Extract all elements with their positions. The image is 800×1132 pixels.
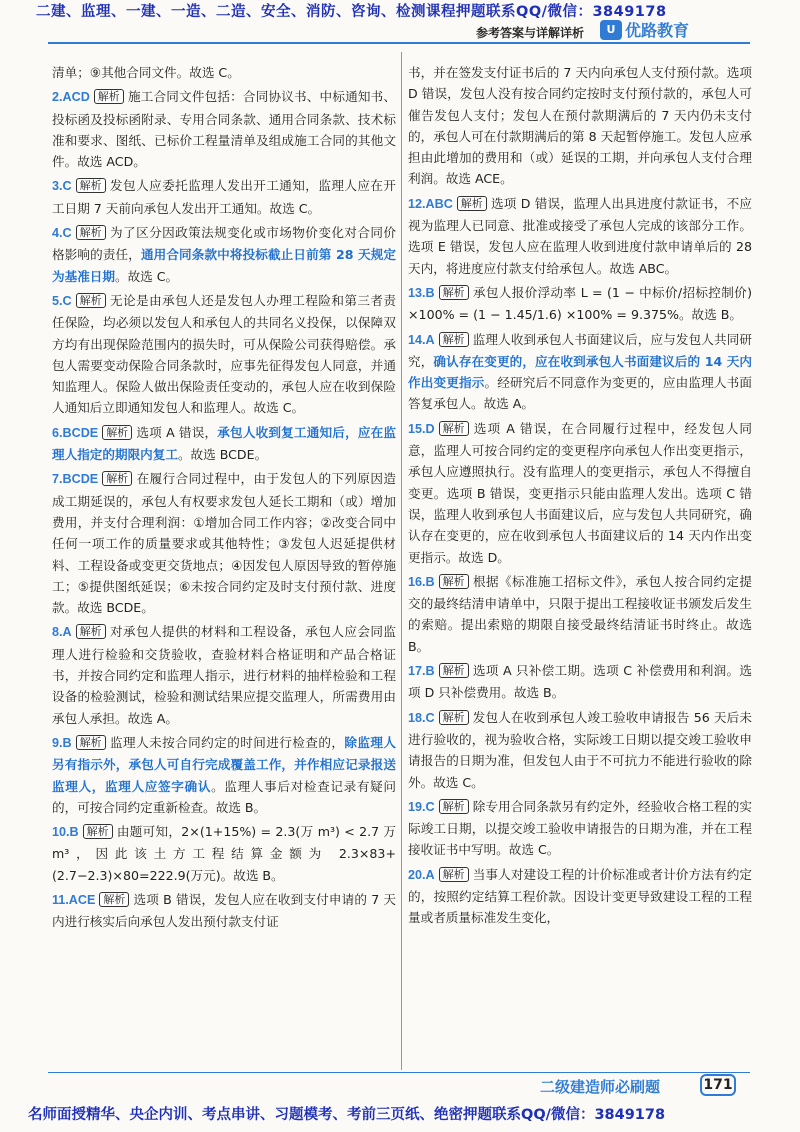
answer-number: 4.C	[52, 226, 72, 241]
analysis-tag: 解析	[99, 892, 129, 907]
answer-text: 监理人未按合同约定的时间进行检查的，	[109, 734, 345, 750]
answer-number: 20.A	[408, 867, 435, 882]
answer-text: 监理人收到承包人书面建议后，应与发包人共同研究，	[408, 331, 752, 369]
analysis-tag: 解析	[439, 867, 469, 882]
answer-number: 17.B	[408, 664, 435, 679]
analysis-tag: 解析	[439, 574, 469, 589]
top-contact-banner: 二建、监理、一建、一造、二造、安全、消防、咨询、检测课程押题联系QQ/微信：3849178	[36, 4, 667, 20]
analysis-tag: 解析	[94, 89, 124, 104]
analysis-tag: 解析	[76, 624, 106, 639]
answer-item	[408, 707, 752, 793]
answer-text: 当事人对建设工程的计价标准或者计价方法有约定的，按照约定结算工程价款。因设计变更导致建设工程的工程量或者质量标准发生变化，	[408, 866, 752, 926]
book-title: 二级建造师必刷题	[540, 1078, 661, 1096]
highlighted-text: 通用合同条款中将投标截止日前第 28 天规定为基准日期	[52, 247, 397, 284]
answer-number: 13.B	[408, 285, 435, 300]
answer-item	[408, 418, 752, 568]
analysis-tag: 解析	[102, 425, 132, 440]
answer-item	[52, 732, 396, 818]
analysis-tag: 解析	[439, 710, 469, 725]
answer-number: 5.C	[52, 293, 72, 308]
answer-item	[408, 193, 752, 279]
analysis-tag: 解析	[76, 225, 106, 240]
answer-item	[52, 222, 396, 287]
bottom-contact-banner: 名师面授精华、央企内训、考点串讲、习题模考、考前三页纸、绝密押题联系QQ/微信：3849178	[28, 1107, 666, 1123]
answer-text: 选项 A 错误，	[136, 424, 218, 440]
answer-item	[52, 62, 396, 83]
answer-text: 为了区分因政策法规变化或市场物价变化对合同价格影响的责任，	[52, 225, 396, 263]
page-number: 171	[700, 1074, 736, 1096]
answer-text: 。故选 C。	[114, 268, 179, 284]
highlighted-text: 承包人收到复工通知后，应在监理人指定的期限内复工	[52, 424, 397, 463]
analysis-tag: 解析	[76, 293, 106, 308]
answer-item	[408, 329, 752, 415]
answer-text: 施工合同文件包括：合同协议书、中标通知书、投标函及投标函附录、专用合同条款、通用合同条款、技术标准和要求、图纸、已标价工程量清单及组成施工合同的其他文件。故选 ACD。	[52, 89, 396, 170]
answer-item	[52, 621, 396, 728]
analysis-tag: 解析	[457, 196, 487, 211]
left-answer-column	[52, 62, 396, 936]
answer-item	[52, 821, 396, 886]
answer-number: 2.ACD	[52, 90, 90, 105]
answer-text: 。故选 BCDE。	[177, 447, 268, 463]
answer-item	[52, 468, 396, 618]
answer-text: 发包人在收到承包人竣工验收申请报告 56 天后未进行验收的，视为验收合格，实际竣工日期以提交竣工验收申请报告的日期为准，但发包人由于不可抗力不能进行验收的除外。故选 C。	[408, 709, 752, 790]
answer-number: 18.C	[408, 710, 435, 725]
analysis-tag: 解析	[102, 471, 132, 486]
answer-text: 除专用合同条款另有约定外，经验收合格工程的实际竣工日期，以提交竣工验收申请报告的日期为准，并在工程接收证书中写明。故选 C。	[408, 798, 752, 858]
answer-text: 。经研究后不同意作为变更的，应由监理人书面答复承包人。故选 A。	[408, 375, 753, 412]
answer-number: 15.D	[408, 421, 435, 436]
analysis-tag: 解析	[439, 332, 469, 347]
answer-number: 6.BCDE	[52, 425, 99, 440]
answer-number: 14.A	[408, 332, 435, 347]
answer-item	[408, 864, 752, 929]
answer-item	[408, 62, 752, 190]
analysis-tag: 解析	[439, 799, 469, 814]
column-divider	[401, 52, 402, 1070]
analysis-tag: 解析	[439, 285, 469, 300]
answer-text: 书，并在签发支付证书后的 7 天内向承包人支付预付款。选项 D 错误，发包人没有按合同约定按时支付预付款的，承包人可催告发包人支付；发包人在预付款期满后的 7 天内仍未支付的，承包人可在付款期满后的第 8 天起暂停施工。发包人应承担由此增加的费用和（或）延误的工期，并向承包人支付合理利润。故选 ACE。	[408, 65, 752, 187]
answer-text: 根据《标准施工招标文件》，承包人按合同约定提交的最终结清申请单中，只限于提出工程接收证书颁发后发生的索赔。提出索赔的期限自接受最终结清证书时终止。故选 B。	[408, 573, 752, 654]
answer-text: 无论是由承包人还是发包人办理工程险和第三者责任保险，均必须以发包人和承包人的共同名义投保，以保障双方均有出现保险范围内的损失时，可从保险公司获得赔偿。承包人需要变动保险合同条款时，应事先征得发包人同意，并通知监理人。保险人做出保险责任变动的，承包人应在收到保险人通知后立即通知发包人和监理人。故选 C。	[52, 292, 396, 416]
answer-text: 清单；⑨其他合同文件。故选 C。	[52, 65, 240, 80]
highlighted-text: 除监理人另有指示外，承包人可自行完成覆盖工作，并作相应记录报送监理人，监理人应签字确认	[52, 734, 397, 794]
answer-text: 选项 D 错误，监理人出具进度付款证书，不应视为监理人已同意、批准或接受了承包人完成的该部分工作。选项 E 错误，发包人应在监理人收到进度付款申请单后的 28 天内，将进度应付款支付给承包人。故选 ABC。	[408, 195, 752, 276]
answer-item	[52, 175, 396, 219]
answer-text: 由题可知，2×(1+15%) = 2.3(万 m³) < 2.7 万 m³，因此该土方工程结算金额为 2.3×83+(2.7−2.3)×80=222.9(万元)。故选 B。	[52, 824, 396, 883]
answer-item	[408, 796, 752, 861]
analysis-tag: 解析	[76, 735, 106, 750]
header-rule	[48, 42, 750, 44]
answer-number: 7.BCDE	[52, 472, 99, 487]
analysis-tag: 解析	[76, 178, 106, 193]
answer-number: 10.B	[52, 825, 79, 840]
publisher-logo	[600, 18, 689, 41]
answer-item	[52, 422, 396, 466]
answer-item	[408, 282, 752, 326]
logo-icon: U	[600, 20, 622, 40]
answer-text: 在履行合同过程中，由于发包人的下列原因造成工期延误的，承包人有权要求发包人延长工期和（或）增加费用，并支付合理利润：①增加合同工作内容；②改变合同中任何一项工作的质量要求或其他特性；③发包人迟延提供材料、工程设备或变更交货地点；④因发包人原因导致的暂停施工；⑤提供图纸延误；⑥未按合同约定及时支付预付款、进度款。故选 BCDE。	[52, 471, 396, 616]
answer-number: 19.C	[408, 799, 435, 814]
footer-rule	[48, 1072, 750, 1073]
answer-text: 选项 B 错误，发包人应在收到支付申请的 7 天内进行核实后向承包人发出预付款支付证	[52, 891, 396, 930]
right-answer-column	[408, 62, 752, 932]
answer-item	[52, 889, 396, 933]
answer-text: 发包人应委托监理人发出开工通知，监理人应在开工日期 7 天前向承包人发出开工通知。故选 C。	[52, 178, 396, 216]
answer-number: 9.B	[52, 735, 72, 750]
answer-number: 8.A	[52, 625, 72, 640]
highlighted-text: 确认存在变更的，应在收到承包人书面建议后的 14 天内作出变更指示	[408, 353, 753, 391]
answer-number: 12.ABC	[408, 196, 453, 211]
answer-text: 选项 A 只补偿工期。选项 C 补偿费用和利润。选项 D 只补偿费用。故选 B。	[408, 663, 752, 701]
analysis-tag: 解析	[439, 421, 469, 436]
answer-text: 选项 A 错误，在合同履行过程中，经发包人同意，监理人可按合同约定的变更程序向承包人作出变更指示，承包人应遵照执行。没有监理人的变更指示，承包人不得擅自变更。选项 B 错误，变更指示只能由监理人发出。选项 C 错误，监理人收到承包人书面建议后，应与发包人共同研究，确认存在变更的，应在收到承包人书面建议后的 14 天内作出变更指示。故选 D。	[408, 420, 752, 565]
answer-item	[52, 290, 396, 419]
analysis-tag: 解析	[83, 824, 113, 839]
answer-number: 3.C	[52, 179, 72, 194]
answer-item	[408, 660, 752, 704]
answer-text: 承包人报价浮动率 L = (1 − 中标价/招标控制价) ×100% = (1 − 1.45/1.6) ×100% = 9.375%。故选 B。	[408, 284, 752, 323]
analysis-tag: 解析	[439, 663, 469, 678]
header-title: 参考答案与详解详析	[476, 26, 585, 40]
answer-number: 16.B	[408, 574, 435, 589]
answer-item	[408, 571, 752, 657]
answer-item	[52, 86, 396, 172]
logo-text: 优路教育	[625, 21, 690, 40]
answer-number: 11.ACE	[52, 892, 96, 907]
answer-text: 。监理人事后对检查记录有疑问的，可按合同约定重新检查。故选 B。	[52, 778, 397, 815]
answer-text: 对承包人提供的材料和工程设备，承包人应会同监理人进行检验和交货验收，查验材料合格证明和产品合格证书，并按合同约定和监理人指示，进行材料的抽样检验和工程设备的检验测试，检验和测试结果应提交监理人，所需费用由承包人承担。故选 A。	[52, 624, 396, 726]
